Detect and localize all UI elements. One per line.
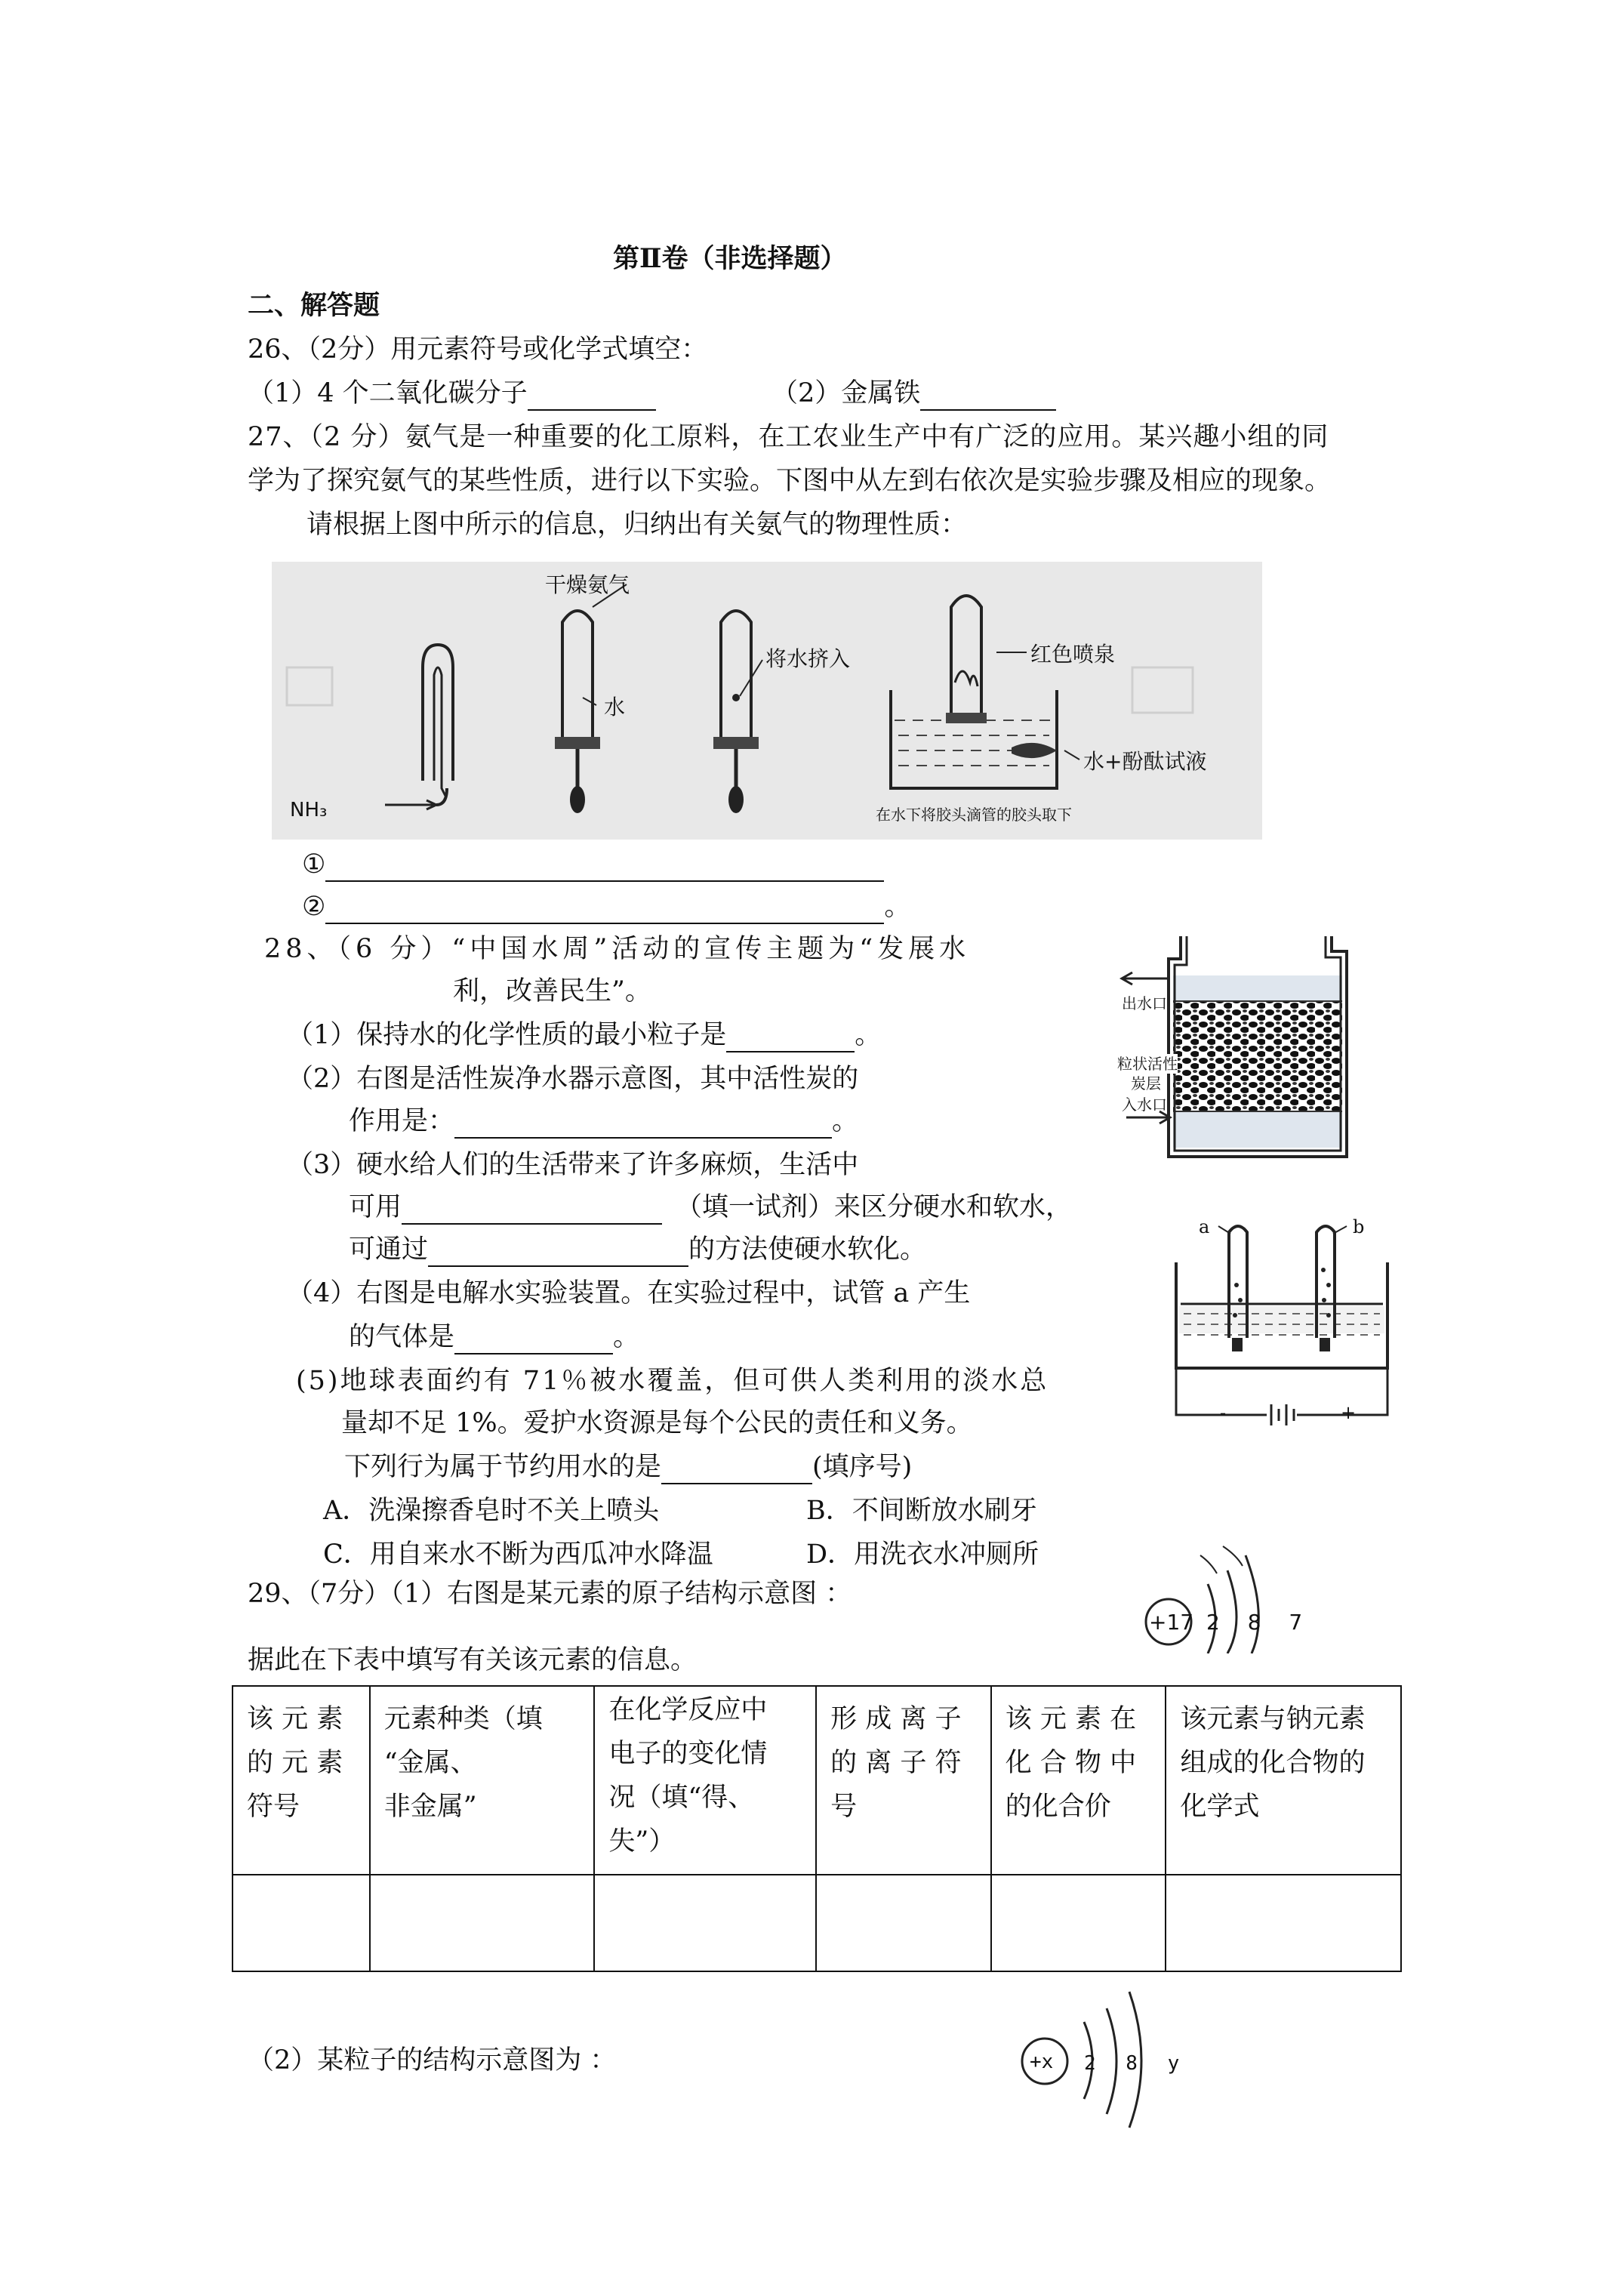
label-carbon-layer-2: 炭层 <box>1131 1074 1161 1093</box>
q27-line3: 请根据上图中所示的信息，归纳出有关氨气的物理性质： <box>306 510 968 540</box>
label-tube-b: b <box>1353 1216 1365 1237</box>
q28-answer1-blank[interactable] <box>726 1024 855 1052</box>
atom1-nucleus-charge: +17 <box>1149 1610 1194 1635</box>
label-dry-ammonia: 干燥氨气 <box>545 572 630 597</box>
q28-part3-line3 <box>349 1232 926 1267</box>
q28-part3-reagent-note: （填一试剂）来区分硬水和软水， <box>676 1192 1073 1222</box>
ammonia-experiment-figure <box>272 562 1262 840</box>
q28-part5-label: 下列行为属于节约用水的是 <box>344 1452 662 1482</box>
label-positive: + <box>1341 1402 1357 1423</box>
label-tube-a: a <box>1199 1216 1210 1237</box>
q28-part3-line2 <box>349 1190 1072 1225</box>
q26-answer2-blank[interactable] <box>920 382 1056 411</box>
label-remove-bulb: 在水下将胶头滴管的胶头取下 <box>876 806 1072 824</box>
q27-answer2-blank[interactable] <box>325 895 884 924</box>
answer-cell-compound[interactable] <box>1166 1875 1401 1971</box>
label-water: 水 <box>604 695 626 720</box>
q26-answer1-blank[interactable] <box>528 382 656 411</box>
q28-part2-line2 <box>349 1104 858 1139</box>
q28-part3-method-label: 可通过 <box>349 1234 429 1265</box>
header-element-symbol: 该 元 素 的 元 素 符号 <box>233 1686 370 1875</box>
header-sodium-compound: 该元素与钠元素 组成的化合物的 化学式 <box>1166 1686 1401 1875</box>
atom-structure-diagram-2 <box>1015 1986 1188 2129</box>
q26-part1 <box>248 376 656 411</box>
q28-part4-line2 <box>349 1320 639 1354</box>
answer-cell-electron-change[interactable] <box>594 1875 816 1971</box>
answer-cell-symbol[interactable] <box>233 1875 370 1971</box>
header-ion-symbol: 形 成 离 子 的 离 子 符 号 <box>816 1686 991 1875</box>
q28-gas-a-blank[interactable] <box>454 1326 613 1354</box>
q27-answer1-blank[interactable] <box>325 853 884 882</box>
q28-part1 <box>287 1018 881 1052</box>
atom1-electron-shells: 2 8 7 <box>1206 1610 1313 1635</box>
part-heading: 二、解答题 <box>248 290 380 321</box>
atom2-nucleus-charge: +x <box>1030 2051 1054 2073</box>
q28-stem2: 利，改善民生”。 <box>453 976 651 1006</box>
q28-answer2-blank[interactable] <box>454 1110 832 1139</box>
q28-option-c: C．用自来水不断为西瓜冲水降温 <box>323 1539 713 1570</box>
q27-line1: 27、（2 分）氨气是一种重要的化工原料，在工农业生产中有广泛的应用。某兴趣小组的同 <box>248 422 1329 452</box>
element-info-table <box>232 1685 1402 1972</box>
header-valence: 该 元 素 在 化 合 物 中 的化合价 <box>991 1686 1166 1875</box>
q28-option-a: A．洗澡擦香皂时不关上喷头 <box>323 1496 660 1526</box>
q28-part3-use-label: 可用 <box>349 1192 402 1222</box>
answer-cell-ion-symbol[interactable] <box>816 1875 991 1971</box>
header-element-type: 元素种类（填 “金属、 非金属” <box>370 1686 595 1875</box>
q28-reagent-blank[interactable] <box>402 1196 662 1225</box>
q28-part5-line3 <box>344 1450 912 1484</box>
q28-part4-end: 。 <box>613 1322 640 1352</box>
q28-part3-method-note: 的方法使硬水软化。 <box>688 1234 927 1265</box>
ammonia-apparatus-drawing <box>272 562 1262 840</box>
header-electron-change: 在化学反应中 电子的变化情 况（填“得、 失”） <box>594 1686 816 1875</box>
label-water-phenolphthalein: 水+酚酞试液 <box>1083 749 1207 774</box>
q28-part5-line1: (5)地球表面约有 71％被水覆盖，但可供人类利用的淡水总 <box>296 1366 1049 1396</box>
label-inlet: 入水口 <box>1122 1096 1167 1114</box>
q28-part4-label: 的气体是 <box>349 1322 455 1352</box>
q28-part5-line2: 量却不足 1%。爱护水资源是每个公民的责任和义务。 <box>341 1408 973 1438</box>
q27-answer2 <box>302 889 910 924</box>
q28-option-d: D．用洗衣水冲厕所 <box>806 1539 1039 1570</box>
q28-part5-note: (填序号) <box>812 1452 913 1482</box>
q28-part4-line1: （4）右图是电解水实验装置。在实验过程中，试管 a 产生 <box>287 1278 971 1308</box>
answer-cell-type[interactable] <box>370 1875 595 1971</box>
q28-part2-line1: （2）右图是活性炭净水器示意图，其中活性炭的 <box>287 1064 859 1094</box>
q28-part1-label: （1）保持水的化学性质的最小粒子是 <box>287 1020 727 1050</box>
q28-saving-water-blank[interactable] <box>661 1456 812 1484</box>
label-negative: - <box>1220 1402 1227 1423</box>
q27-mark2: ② <box>302 892 326 922</box>
q26-stem: 26、（2分）用元素符号或化学式填空： <box>248 334 708 365</box>
q28-part3-line1: （3）硬水给人们的生活带来了许多麻烦，生活中 <box>287 1150 859 1180</box>
q28-part2-end: 。 <box>832 1106 859 1136</box>
q26-part1-label: （1）4 个二氧化碳分子 <box>248 378 528 408</box>
atom2-electron-shells: 2 8 y <box>1084 2052 1189 2075</box>
q27-mark1: ① <box>302 849 326 880</box>
answer-cell-valence[interactable] <box>991 1875 1166 1971</box>
table-answer-row <box>233 1875 1401 1971</box>
q28-option-b: B．不间断放水刷牙 <box>806 1496 1037 1526</box>
q26-part2 <box>771 376 1056 411</box>
table-header-row <box>233 1686 1401 1875</box>
label-red-fountain: 红色喷泉 <box>1030 642 1116 667</box>
q28-part2-label: 作用是： <box>349 1106 455 1136</box>
q28-stem1: 28、（6 分）“中国水周”活动的宣传主题为“发展水 <box>264 934 971 964</box>
label-nh3: NH₃ <box>290 799 328 821</box>
q29-intro: 据此在下表中填写有关该元素的信息。 <box>248 1645 698 1675</box>
q28-part1-end: 。 <box>855 1020 882 1050</box>
atom-structure-diagram-1 <box>1138 1540 1313 1653</box>
q27-answer1 <box>302 847 884 882</box>
q27-end-mark: 。 <box>884 892 911 922</box>
label-squeeze-water: 将水挤入 <box>765 646 851 671</box>
electrolysis-figure <box>1169 1217 1395 1436</box>
q26-part2-label: （2）金属铁 <box>771 378 921 408</box>
carbon-filter-figure <box>1116 936 1365 1178</box>
label-outlet: 出水口 <box>1122 994 1167 1012</box>
electrolysis-drawing <box>1169 1217 1395 1436</box>
label-carbon-layer-1: 粒状活性 <box>1117 1055 1178 1073</box>
q29-stem: 29、（7分）（1）右图是某元素的原子结构示意图 ： <box>248 1579 852 1609</box>
section-title: 第Ⅱ卷（非选择题） <box>613 243 847 274</box>
q27-line2: 学为了探究氨气的某些性质，进行以下实验。下图中从左到右依次是实验步骤及相应的现象。 <box>248 466 1332 496</box>
q29-part2: （2）某粒子的结构示意图为 ： <box>248 2045 617 2076</box>
q28-soften-method-blank[interactable] <box>428 1238 688 1267</box>
